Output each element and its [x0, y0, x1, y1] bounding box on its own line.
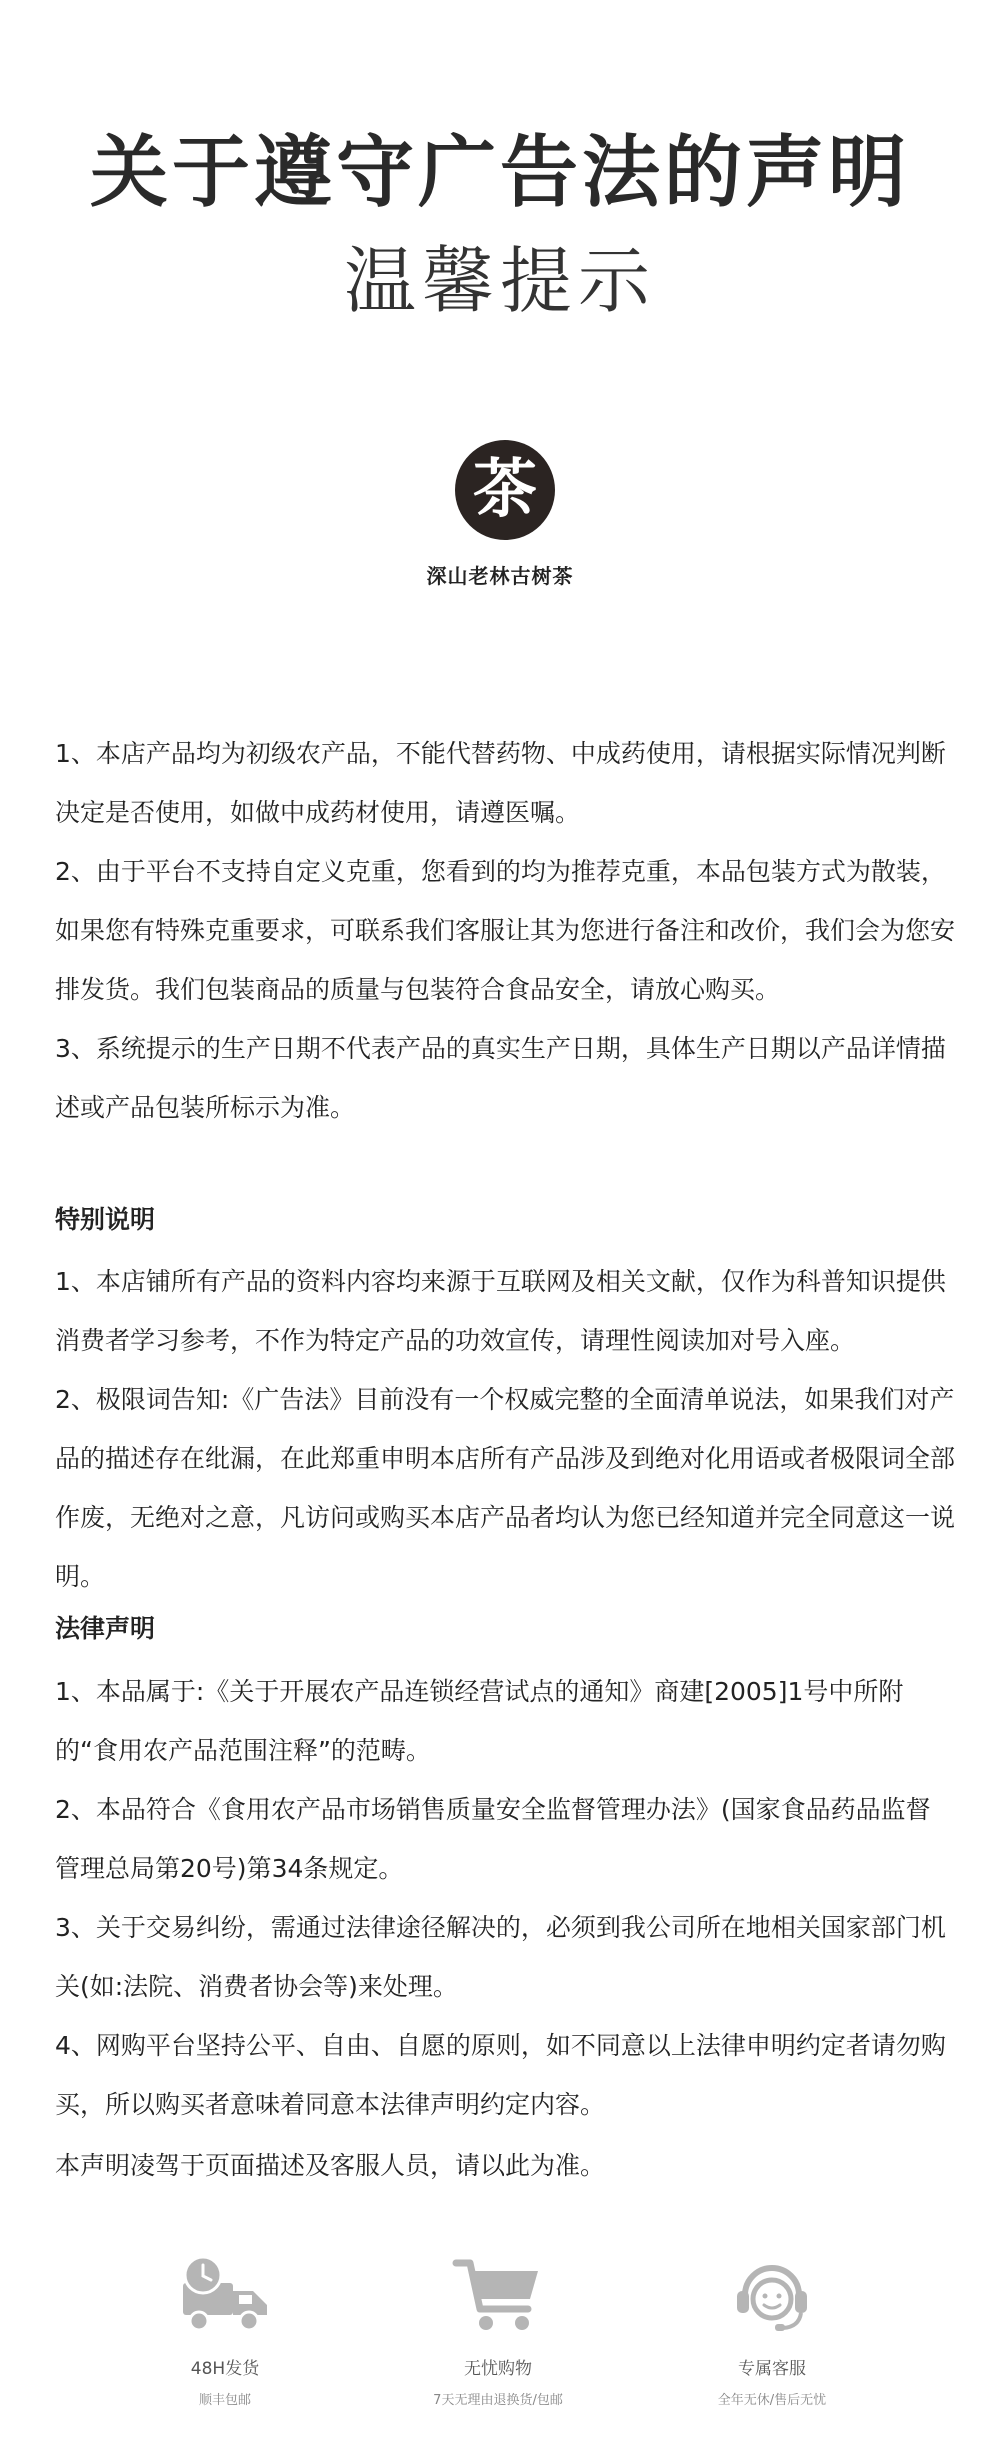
legal-paragraph-3: 3、关于交易纠纷，需通过法律途径解决的，必须到我公司所在地相关国家部门机关(如:法院、消费者协会等)来处理。 [55, 1913, 946, 2001]
special-paragraph-1: 1、本店铺所有产品的资料内容均来源于互联网及相关文献，仅作为科普知识提供消费者学习参考，不作为特定产品的功效宣传，请理性阅读加对号入座。 [55, 1267, 946, 1355]
brand-name: 深山老林古树茶 [426, 564, 574, 588]
service-sublabel: 7天无理由退换货/包邮 [433, 2393, 563, 2408]
page-subtitle: 温馨提示 [343, 239, 656, 323]
tea-logo-icon: 茶 [473, 452, 537, 527]
notice-paragraph-1: 1、本店产品均为初级农产品，不能代替药物、中成药使用，请根据实际情况判断决定是否使用，如做中成药材使用，请遵医嘱。 [55, 739, 946, 827]
legal-paragraph-1: 1、本品属于:《关于开展农产品连锁经营试点的通知》商建[2005]1号中所附的“食用农产品范围注释”的范畴。 [55, 1677, 904, 1765]
notice-paragraph-2: 2、由于平台不支持自定义克重，您看到的均为推荐克重，本品包装方式为散装，如果您有特殊克重要求，可联系我们客服让其为您进行备注和改价，我们会为您安排发货。我们包装商品的质量与包装符合食品安全，请放心购买。 [55, 857, 956, 1004]
special-section-title: 特别说明 [55, 1205, 156, 1234]
shopping-cart-icon [450, 2253, 546, 2337]
service-worry-free [378, 2250, 618, 2408]
page-title: 关于遵守广告法的声明 [89, 128, 910, 218]
service-label: 48H发货 [190, 2359, 260, 2379]
service-fast-shipping [105, 2250, 345, 2408]
service-badges [0, 2250, 1000, 2420]
legal-paragraph-2: 2、本品符合《食用农产品市场销售质量安全监督管理办法》(国家食品药品监督管理总局第20号)第34条规定。 [55, 1795, 931, 1883]
service-customer-support [652, 2250, 892, 2408]
brand-logo [455, 440, 555, 540]
legal-paragraph-4: 4、网购平台坚持公平、自由、自愿的原则，如不同意以上法律申明约定者请勿购买，所以购买者意味着同意本法律声明约定内容。 [55, 2031, 946, 2119]
customer-service-headset-icon [727, 2253, 817, 2337]
delivery-truck-clock-icon [177, 2253, 273, 2337]
notice-paragraph-3: 3、系统提示的生产日期不代表产品的真实生产日期，具体生产日期以产品详情描述或产品包装所标示为准。 [55, 1034, 946, 1122]
special-paragraph-2: 2、极限词告知:《广告法》目前没有一个权威完整的全面清单说法，如果我们对产品的描述存在纰漏，在此郑重申明本店所有产品涉及到绝对化用语或者极限词全部作废，无绝对之意，凡访问或购买本店产品者均认为您已经知道并完全同意这一说明。 [55, 1385, 956, 1591]
service-sublabel: 全年无休/售后无忧 [717, 2393, 827, 2408]
legal-final-statement: 本声明凌驾于页面描述及客服人员，请以此为准。 [55, 2151, 606, 2180]
service-sublabel: 顺丰包邮 [198, 2393, 251, 2408]
service-label: 专属客服 [738, 2359, 806, 2379]
legal-section-title: 法律声明 [55, 1614, 156, 1643]
service-label: 无忧购物 [464, 2359, 532, 2379]
